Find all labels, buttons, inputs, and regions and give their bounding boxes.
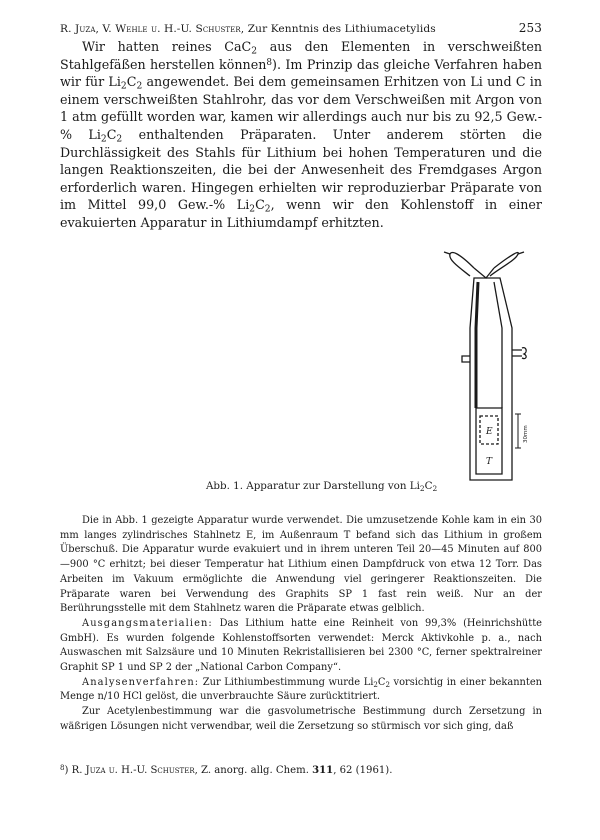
footnote-volume: 311 — [312, 765, 334, 776]
apparatus-paragraph: Die in Abb. 1 gezeigte Apparatur wurde verwendet. Die umzusetzende Kohle kam in ein 30 mm langes zylindrisches Stahlnetz E, im Außenraum T befand sich das Lithium in großem Überschuß. Die Apparatur wurde evakuiert und in ihrem unteren Teil 20—45 Minuten auf 800—900 °C erhitzt; bei dieser Temperatur hat Lithium einen Dampfdruck von etwa 12 Torr. Das Arbeiten im Vakuum ermöglichte die Anwendung viel geringerer Reaktionszeiten. Die Präparate waren bei Verwendung des Graphits SP 1 fast rein weiß. Nur an der Berührungsstelle mit dem Stahlnetz waren die Präparate etwas gelblich. — [60, 515, 542, 615]
materials-heading: Ausgangsmaterialien: — [82, 617, 213, 629]
analysis-heading: Analysenverfahren: — [82, 676, 200, 688]
footnote-pages: , 62 (1961). — [333, 765, 393, 776]
intro-text: Wir hatten reines CaC$_2$ aus den Elementen in verschweißten Stahlgefäßen herstellen können$^8$). Im Prinzip das gleiche Verfahren haben wir für $Li_2C_2$ angewendet. Bei dem gemeinsamen Erhitzen von Li und C in einem verschweißten Stahlrohr, das vor dem Verschweißen mit Argon von 1 atm gefüllt worden war, kamen wir allerdings auch nur bis zu 92,5 Gew.-% $Li_2C_2$ enthaltenden Präparaten. Unter anderem störten die Durchlässigkeit des Stahls für Lithium bei hohen Temperaturen und die langen Reaktionszeiten, die bei der Anwesenheit des Fremdgases Argon erforderlich waren. Hingegen erhielten wir reproduzierbar Präparate von im Mittel 99,0 Gew.-% $Li_2C_2$, wenn wir den Kohlenstoff in einer evakuierten Apparatur in Lithiumdampf erhitzten. — [60, 39, 543, 230]
methods-section — [60, 514, 542, 735]
label-T: T — [486, 457, 493, 467]
apparatus-drawing — [444, 252, 526, 480]
footnote-marker: 8 — [60, 762, 65, 772]
figure-caption: Abb. 1. Apparatur zur Darstellung von $Li_2C_2$ — [206, 480, 438, 494]
running-header-text — [60, 23, 436, 35]
intro-paragraph — [60, 38, 542, 232]
running-header — [60, 21, 542, 35]
label-E: E — [486, 427, 493, 437]
page-number: 253 — [518, 21, 542, 35]
apparatus-figure — [430, 248, 540, 498]
analysis-paragraph: Analysenverfahren: Zur Lithiumbestimmung wurde $Li_2C_2$ vorsichtig in einer bekannten Menge n/10 HCl gelöst, die unverbrauchte Säure zurücktitriert. — [60, 676, 543, 703]
footnote-ref[interactable]: 8 — [266, 57, 273, 68]
materials-paragraph: Ausgangsmaterialien: Das Lithium hatte eine Reinheit von 99,3% (Heinrichshütte GmbH). Es wurden folgende Kohlenstoffsorten verwendet: Merck Aktivkohle p. a., nach Auswaschen mit Salzsäure und 10 Minuten Rekristallisieren bei 2300 °C, ferner spektralreiner Graphit SP 1 und SP 2 der „National Carbon Company“. — [60, 617, 542, 674]
header-title: Zur Kenntnis des Lithiumacetylids — [247, 23, 436, 35]
footnote-journal: Z. anorg. allg. Chem. — [197, 765, 313, 776]
header-authors: R. Juza, V. Wehle u. H.-U. Schuster, — [60, 23, 245, 35]
footnote: $^8$) R. Juza u. H.-U. Schuster, Z. anorg. allg. Chem. 311, 62 (1961). — [60, 762, 393, 776]
scale-label: 30mm — [523, 425, 529, 443]
footnote-authors: R. Juza u. H.-U. Schuster, — [71, 765, 198, 776]
acetylene-paragraph: Zur Acetylenbestimmung war die gasvolumetrische Bestimmung durch Zersetzung in wäßrigen Lösungen nicht verwendbar, weil die Zersetzung so stürmisch vor sich ging, daß — [60, 706, 542, 732]
